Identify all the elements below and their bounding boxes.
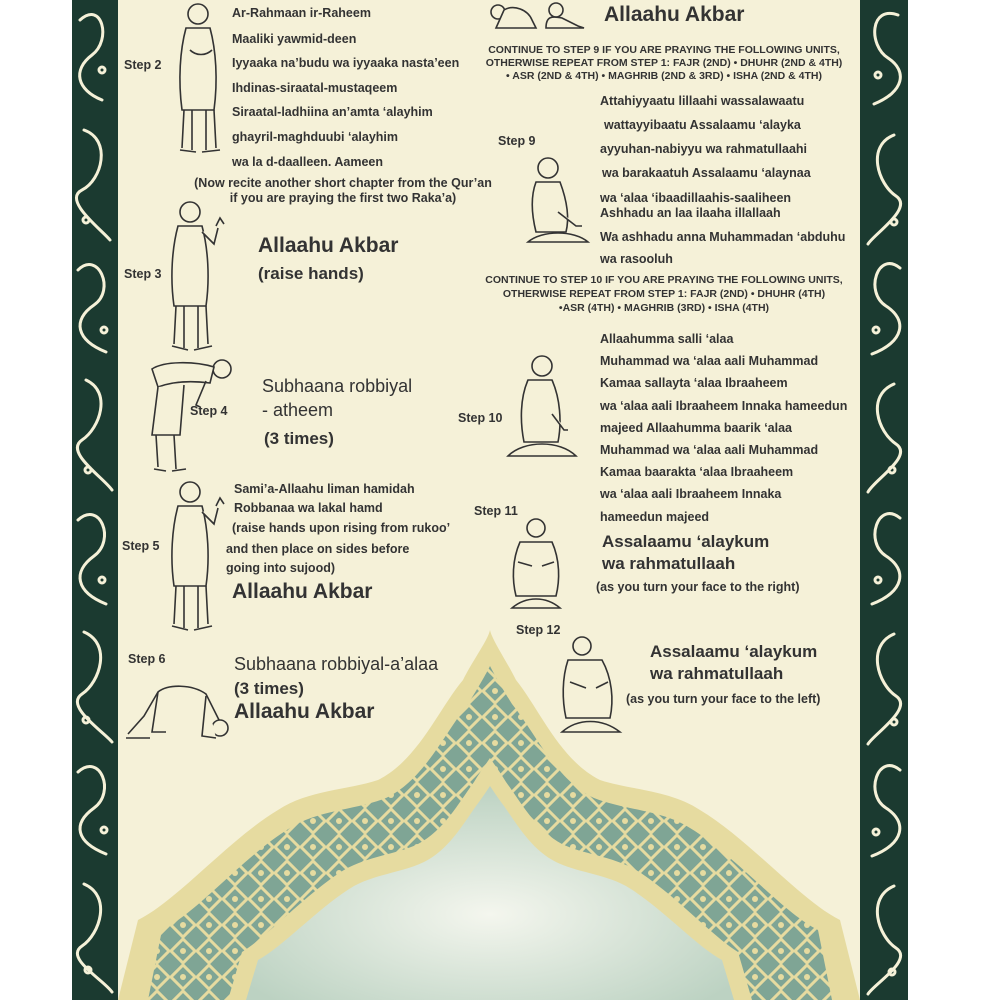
sitting-figure-icon — [488, 0, 598, 32]
step-4-label: Step 4 — [190, 404, 228, 418]
step-10-line-6: Muhammad wa ‘alaa aali Muhammad — [600, 443, 819, 457]
step-10-line-5: majeed Allaahumma baarik ‘alaa — [600, 421, 792, 435]
step-11-salam-1: Assalaamu ‘alaykum — [602, 532, 770, 551]
step-3-label: Step 3 — [124, 267, 162, 281]
step-9-label: Step 9 — [498, 134, 536, 148]
step-2-line-3: Iyyaaka na’budu wa iyyaaka nasta’een — [232, 56, 460, 70]
standing-hands-raised-icon — [156, 478, 232, 638]
step-4-line-1: Subhaana robbiyal — [262, 376, 413, 396]
continue-10-line-2: OTHERWISE REPEAT FROM STEP 1: FAJR (2ND) • DHUHR (4TH) — [502, 288, 826, 300]
step-9-line-2: wattayyibaatu Assalaamu ‘alayka — [604, 118, 801, 132]
step-9-line-4: wa barakaatuh Assalaamu ‘alaynaa — [602, 166, 811, 180]
left-calligraphy-border — [72, 0, 118, 1000]
step-10-line-1: Allaahumma salli ‘alaa — [600, 332, 734, 346]
step-11-note: (as you turn your face to the right) — [596, 580, 800, 594]
continue-9-line-3: • ASR (2ND & 4TH) • MAGHRIB (2ND & 3RD) • ISHA (2ND & 4TH) — [506, 70, 822, 82]
continue-9-line-1: CONTINUE TO STEP 9 IF YOU ARE PRAYING THE FOLLOWING UNITS, — [488, 44, 840, 56]
step-4-note: (3 times) — [264, 429, 334, 448]
step-5-label: Step 5 — [122, 539, 160, 553]
step-5-line-3: (raise hands upon rising from rukoo’ — [232, 521, 451, 535]
standing-figure-icon — [162, 0, 232, 160]
step-6-label: Step 6 — [128, 652, 166, 666]
step-5-takbir: Allaahu Akbar — [232, 580, 373, 603]
step-2-note-1: (Now recite another short chapter from the Qur’an — [194, 176, 492, 190]
step-2-note-2: if you are praying the first two Raka’a) — [229, 191, 457, 205]
sitting-figure-icon — [556, 634, 628, 738]
step-12-salam-2: wa rahmatullaah — [650, 664, 784, 683]
step-10-line-7: Kamaa baarakta ‘alaa Ibraaheem — [600, 465, 794, 479]
step-2-label: Step 2 — [124, 58, 162, 72]
standing-hands-raised-icon — [156, 198, 232, 358]
prostrating-figure-icon — [122, 676, 234, 746]
step-10-line-8: wa ‘alaa aali Ibraaheem Innaka — [600, 487, 782, 501]
step-4-line-2: - atheem — [262, 400, 334, 420]
right-calligraphy-border — [860, 0, 908, 1000]
step-6-takbir: Allaahu Akbar — [234, 700, 375, 723]
step-2-line-4: Ihdinas-siraatal-mustaqeem — [232, 81, 398, 95]
step-9-line-1: Attahiyyaatu lillaahi wassalawaatu — [600, 94, 805, 108]
step-2-line-7: wa la d-daalleen. Aameen — [232, 155, 383, 169]
step-10-label: Step 10 — [458, 411, 503, 425]
step-2-line-6: ghayril-maghduubi ‘alayhim — [232, 130, 398, 144]
step-9-line-5: wa ‘alaa ‘ibaadillaahis-saaliheen — [600, 191, 792, 205]
sitting-figure-icon — [522, 154, 594, 250]
step-9-line-6: Ashhadu an laa ilaaha illallaah — [600, 206, 781, 220]
step-10-line-9: hameedun majeed — [600, 510, 710, 524]
step-5-line-4: and then place on sides before — [226, 542, 410, 556]
content-panel — [118, 0, 860, 1000]
step-9-line-8: wa rasooluh — [600, 252, 673, 266]
continue-9-line-2: OTHERWISE REPEAT FROM STEP 1: FAJR (2ND) • DHUHR (2ND & 4TH) — [485, 57, 843, 69]
step-5-line-2: Robbanaa wa lakal hamd — [234, 501, 383, 515]
step-3-note: (raise hands) — [258, 264, 364, 283]
top-takbir: Allaahu Akbar — [604, 3, 745, 26]
step-6-line-1: Subhaana robbiyal-a’alaa — [234, 654, 439, 674]
step-5-line-5: going into sujood) — [226, 561, 335, 575]
step-12-salam-1: Assalaamu ‘alaykum — [650, 642, 818, 661]
continue-10-line-1: CONTINUE TO STEP 10 IF YOU ARE PRAYING THE FOLLOWING UNITS, — [485, 274, 843, 286]
step-10-line-4: wa ‘alaa aali Ibraaheem Innaka hameedun — [600, 399, 848, 413]
step-6-note: (3 times) — [234, 679, 304, 698]
step-3-takbir: Allaahu Akbar — [258, 234, 399, 257]
step-2-line-2: Maaliki yawmid-deen — [232, 32, 357, 46]
step-9-line-3: ayyuhan-nabiyyu wa rahmatullaahi — [600, 142, 808, 156]
step-12-note: (as you turn your face to the left) — [626, 692, 821, 706]
sitting-figure-icon — [504, 516, 568, 614]
step-10-line-2: Muhammad wa ‘alaa aali Muhammad — [600, 354, 819, 368]
step-11-label: Step 11 — [474, 504, 518, 518]
continue-10-line-3: •ASR (4TH) • MAGHRIB (3RD) • ISHA (4TH) — [558, 302, 770, 314]
step-12-label: Step 12 — [516, 623, 561, 637]
step-5-line-1: Sami’a-Allaahu liman hamidah — [234, 482, 415, 496]
step-2-line-1: Ar-Rahmaan ir-Raheem — [232, 6, 371, 20]
step-9-line-7: Wa ashhadu anna Muhammadan ‘abduhu — [600, 230, 846, 244]
step-11-salam-2: wa rahmatullaah — [602, 554, 736, 573]
step-2-line-5: Siraatal-ladhiina an’amta ‘alayhim — [232, 105, 433, 119]
sitting-figure-icon — [504, 352, 580, 464]
step-10-line-3: Kamaa sallayta ‘alaa Ibraaheem — [600, 376, 788, 390]
